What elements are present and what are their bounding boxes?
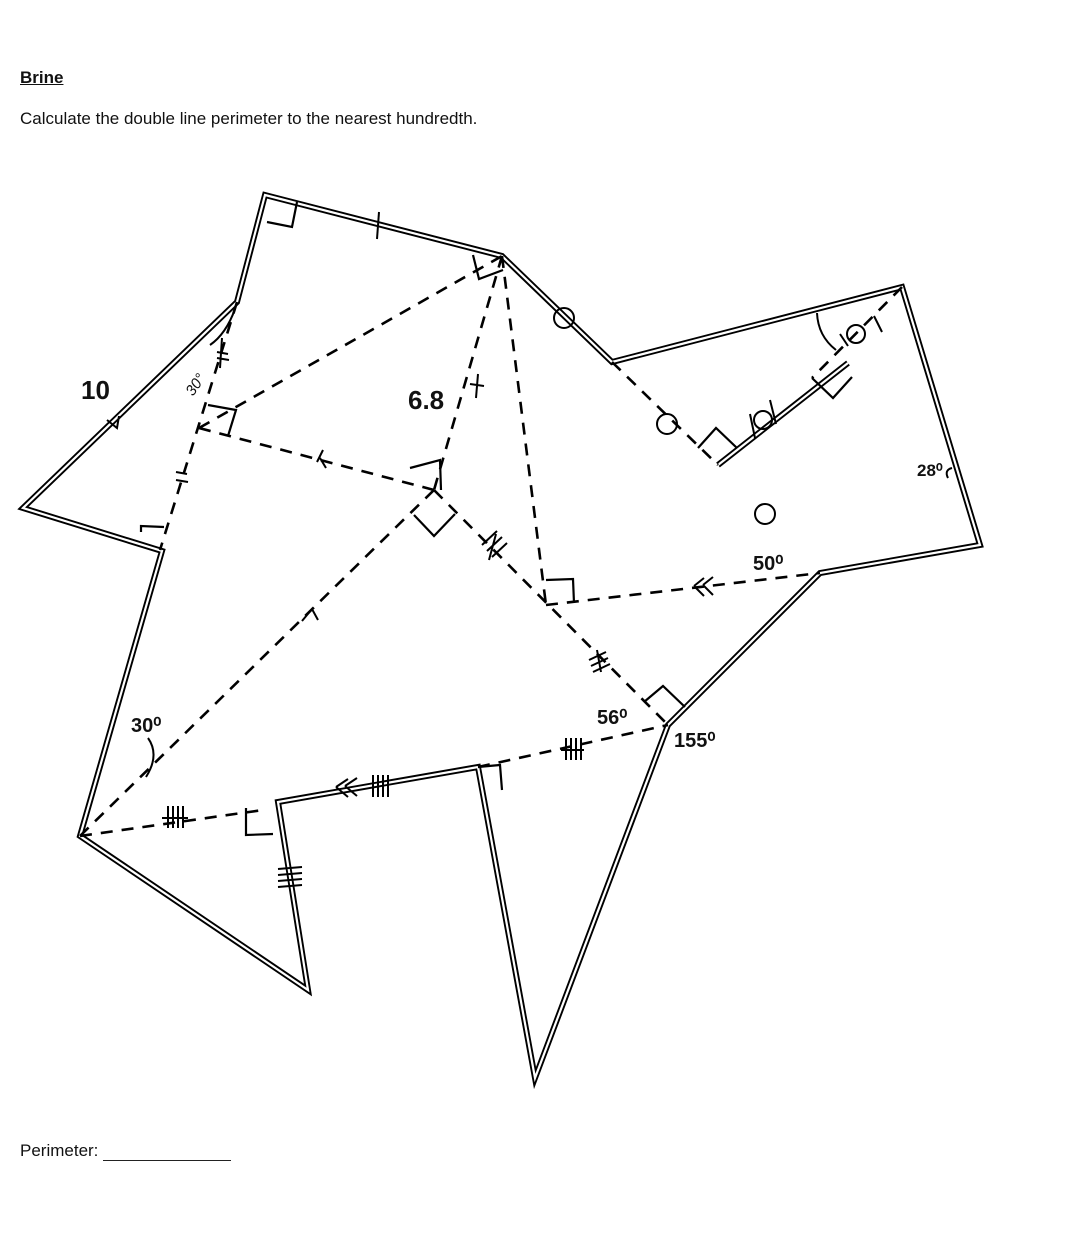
label-angle-28: 28⁰ (917, 461, 943, 480)
label-side-6-8: 6.8 (408, 385, 445, 415)
perimeter-label: Perimeter: (20, 1141, 99, 1160)
double-line-perimeter (23, 195, 980, 1078)
label-angle-30-hand: 30° (182, 370, 210, 400)
label-angle-50: 50⁰ (753, 553, 784, 575)
figure-labels (81, 371, 943, 752)
right-angle-markers (141, 202, 852, 835)
label-angle-30: 30⁰ (131, 715, 162, 737)
perimeter-answer-line (20, 1141, 231, 1161)
label-angle-56: 56⁰ (597, 707, 628, 729)
label-angle-155: 155⁰ (674, 730, 716, 752)
inner-double-segment (718, 363, 848, 465)
perimeter-blank[interactable] (103, 1146, 231, 1161)
label-side-10: 10 (81, 375, 110, 405)
worksheet-instruction: Calculate the double line perimeter to the nearest hundredth. (20, 109, 478, 128)
congruence-marks (107, 212, 952, 887)
worksheet-title: Brine (20, 68, 64, 87)
